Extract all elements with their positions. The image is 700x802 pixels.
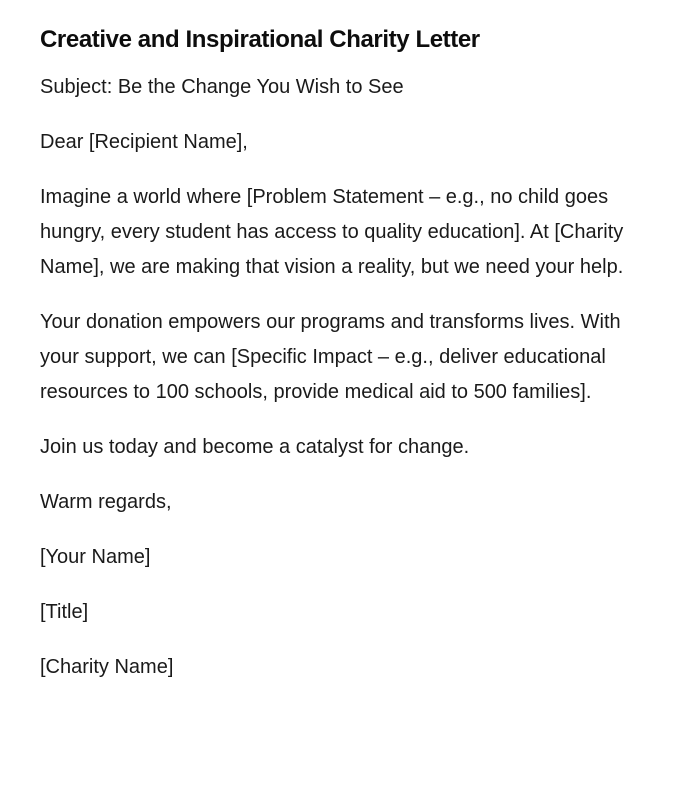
subject-line: Subject: Be the Change You Wish to See: [40, 76, 404, 98]
body-paragraph-call-to-action: Join us today and become a catalyst for change.: [40, 436, 470, 458]
salutation: Dear [Recipient Name],: [40, 131, 248, 153]
body-paragraph-impact: Your donation empowers our programs and transforms lives. With your support, we can [Specific Impact – e.g., deliver educational resources to 100 schools, provide medical aid to 500 families].: [40, 311, 621, 403]
closing: Warm regards,: [40, 491, 172, 513]
letter-document: [40, 22, 640, 705]
signature-name: [Your Name]: [40, 546, 151, 568]
signature-charity: [Charity Name]: [40, 656, 174, 678]
signature-title: [Title]: [40, 601, 89, 623]
body-paragraph-problem: Imagine a world where [Problem Statement – e.g., no child goes hungry, every student has access to quality education]. At [Charity Name], we are making that vision a reality, but we need your help.: [40, 186, 624, 278]
document-title: Creative and Inspirational Charity Letter: [40, 26, 480, 53]
